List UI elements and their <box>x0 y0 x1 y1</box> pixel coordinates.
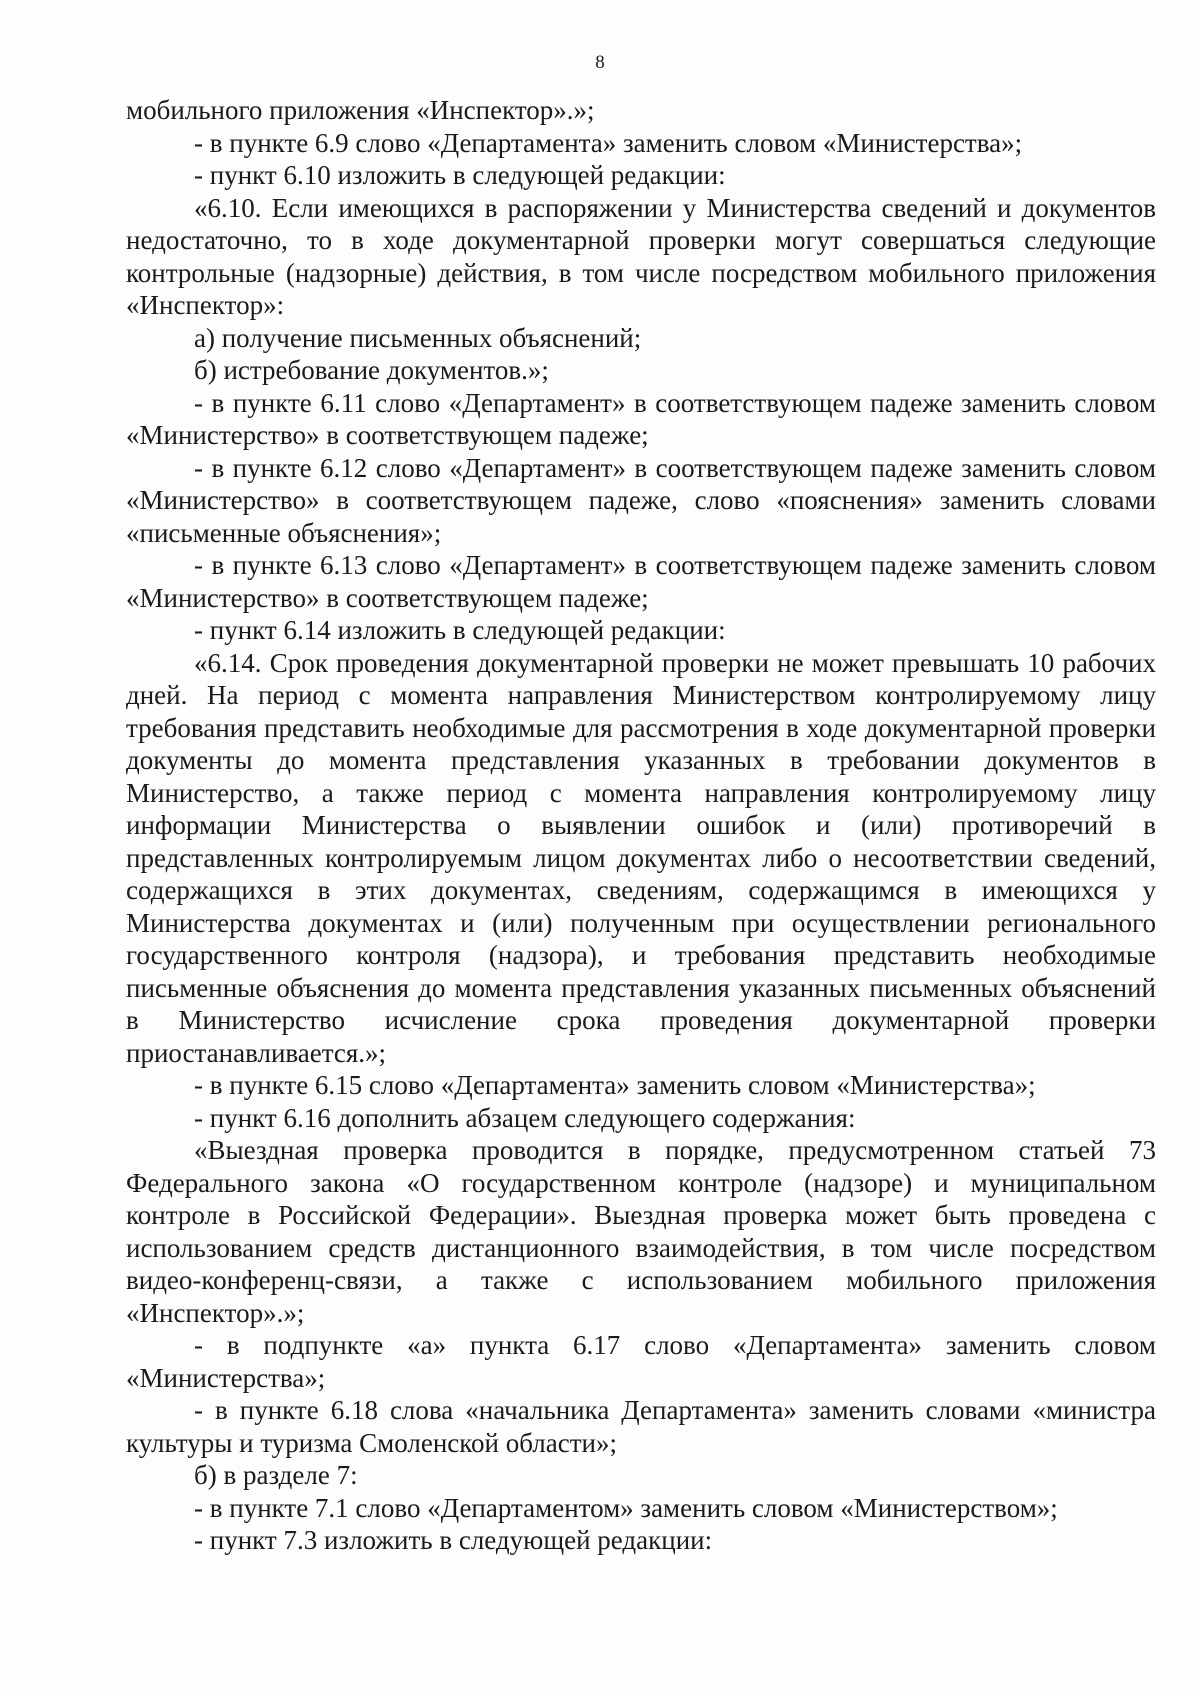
paragraph: - пункт 6.10 изложить в следующей редакции: <box>194 160 726 190</box>
paragraph: «Выездная проверка проводится в порядке, предусмотренном статьей 73 Федерального закона «О государственном контроле (надзоре) и муниципальном контроле в Российской Федерации». Выездная проверка может быть проведена с использованием средств дистанционного взаимодействия, в том числе посредством видео-конференц-связи, а также с использованием мобильного приложения «Инспектор».»; <box>126 1135 1156 1328</box>
paragraph: «6.14. Срок проведения документарной проверки не может превышать 10 рабочих дней. На период с момента направления Министерством контролируемому лицу требования представить необходимые для рассмотрения в ходе документарной проверки документы до момента представления указанных в требовании документов в Министерство, а также период с момента направления контролируемому лицу информации Министерства о выявлении ошибок и (или) противоречий в представленных контролируемым лицом документах либо о несоответствии сведений, содержащихся в этих документах, сведениям, содержащимся в имеющихся у Министерства документах и (или) полученным при осуществлении регионального государственного контроля (надзора), и требования представить необходимые письменные объяснения до момента представления указанных письменных объяснений в Министерство исчисление срока проведения документарной проверки приостанавливается.»; <box>126 647 1156 1068</box>
paragraph: мобильного приложения «Инспектор».»; <box>126 95 595 125</box>
paragraph: «6.10. Если имеющихся в распоряжении у Министерства сведений и документов недостаточно, то в ходе документарной проверки могут совершаться следующие контрольные (надзорные) действия, в том числе посредством мобильного приложения «Инспектор»: <box>126 192 1156 320</box>
paragraph: - в пункте 7.1 слово «Департаментом» заменить словом «Министерством»; <box>194 1492 1058 1523</box>
document-body <box>126 94 1156 1557</box>
paragraph: - в пункте 6.9 слово «Департамента» заменить словом «Министерства»; <box>194 127 1023 158</box>
paragraph: - в пункте 6.18 слова «начальника Департамента» заменить словами «министра культуры и туризма Смоленской области»; <box>126 1395 1156 1458</box>
paragraph: - в пункте 6.13 слово «Департамент» в соответствующем падеже заменить словом «Министерство» в соответствующем падеже; <box>126 550 1156 613</box>
paragraph: а) получение письменных объяснений; <box>194 322 642 353</box>
paragraph: - в пункте 6.15 слово «Департамента» заменить словом «Министерства»; <box>194 1070 1036 1100</box>
paragraph: - в пункте 6.11 слово «Департамент» в соответствующем падеже заменить словом «Министерство» в соответствующем падеже; <box>126 387 1156 450</box>
paragraph: - в подпункте «а» пункта 6.17 слово «Департамента» заменить словом «Министерства»; <box>126 1330 1156 1393</box>
paragraph: - пункт 6.14 изложить в следующей редакции: <box>194 615 726 645</box>
paragraph: б) истребование документов.»; <box>194 355 549 385</box>
paragraph: - в пункте 6.12 слово «Департамент» в соответствующем падеже заменить словом «Министерство» в соответствующем падеже, слово «пояснения» заменить словами «письменные объяснения»; <box>126 452 1156 548</box>
page-number: 8 <box>595 52 605 73</box>
paragraph: - пункт 7.3 изложить в следующей редакции: <box>194 1525 713 1555</box>
paragraph: - пункт 6.16 дополнить абзацем следующего содержания: <box>194 1102 856 1133</box>
paragraph: б) в разделе 7: <box>194 1460 358 1490</box>
